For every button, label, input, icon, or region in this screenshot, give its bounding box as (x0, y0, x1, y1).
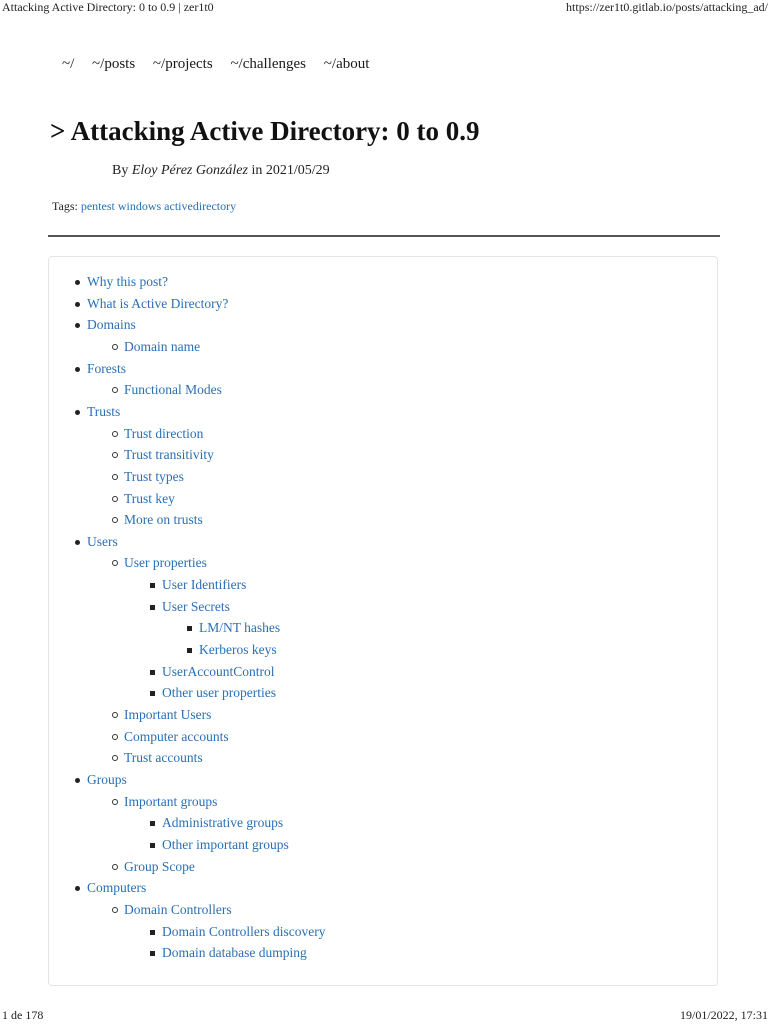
toc-link[interactable]: Administrative groups (162, 815, 284, 831)
toc-item (162, 663, 274, 681)
byline-author: Eloy Pérez González (131, 163, 248, 178)
toc-item (124, 858, 195, 876)
toc-link[interactable]: LM/NT hashes (199, 620, 281, 636)
toc-link[interactable]: Domain Controllers (124, 901, 232, 917)
toc-link[interactable]: Trust key (124, 490, 175, 506)
toc-bullet-icon (112, 496, 118, 502)
toc-link[interactable]: Domain Controllers discovery (162, 923, 326, 939)
toc-item (199, 641, 277, 659)
toc-item (162, 944, 307, 962)
tag-link[interactable]: activedirectory (164, 199, 237, 213)
nav-link-posts[interactable]: ~/posts (92, 56, 136, 72)
toc-item (124, 901, 232, 919)
toc-item (124, 490, 175, 508)
nav-link-challenges[interactable]: ~/challenges (230, 56, 307, 72)
toc-bullet-icon (150, 821, 155, 826)
toc-link[interactable]: Trust accounts (124, 750, 203, 766)
toc-item (199, 619, 280, 637)
toc-bullet-icon (150, 951, 155, 956)
tag-link[interactable]: pentest (80, 199, 115, 213)
toc-bullet-icon (75, 540, 80, 545)
toc-item (124, 446, 214, 464)
toc-link[interactable]: Domains (87, 317, 136, 333)
toc-link[interactable]: Why this post? (87, 274, 168, 289)
toc-link[interactable]: Trust types (124, 468, 184, 484)
toc-link[interactable]: Computer accounts (124, 728, 229, 744)
toc-item (87, 295, 228, 313)
toc-link[interactable]: Important Users (124, 707, 212, 722)
top-nav (62, 56, 383, 73)
toc-item (124, 381, 222, 399)
toc-item (162, 576, 246, 594)
print-footer-datetime: 19/01/2022, 17:31 (679, 1008, 768, 1022)
toc-item (124, 728, 229, 746)
toc-link[interactable]: Kerberos keys (199, 642, 277, 658)
toc-bullet-icon (75, 410, 80, 415)
byline-by: By (112, 163, 129, 178)
byline (112, 163, 330, 179)
table-of-contents (48, 256, 718, 986)
toc-bullet-icon (75, 886, 80, 891)
toc-bullet-icon (150, 691, 155, 696)
toc-link[interactable]: Domain database dumping (162, 945, 307, 961)
nav-link-about[interactable]: ~/about (323, 56, 370, 72)
toc-bullet-icon (112, 734, 118, 740)
toc-bullet-icon (150, 583, 155, 588)
toc-link[interactable]: Trust direction (124, 425, 204, 441)
header-divider (48, 235, 720, 237)
toc-bullet-icon (112, 344, 118, 350)
toc-item (87, 533, 118, 551)
toc-bullet-icon (187, 626, 192, 631)
toc-item (124, 425, 203, 443)
print-header-url: https://zer1t0.gitlab.io/posts/attacking_ad/ (566, 0, 768, 14)
toc-link[interactable]: Important groups (124, 793, 218, 809)
toc-link[interactable]: Group Scope (124, 858, 195, 874)
toc-bullet-icon (150, 605, 155, 610)
toc-item (87, 879, 146, 897)
toc-link[interactable]: More on trusts (124, 512, 203, 528)
toc-bullet-icon (75, 367, 80, 372)
toc-bullet-icon (112, 387, 118, 393)
toc-bullet-icon (112, 452, 118, 458)
print-footer-page: 1 de 178 (2, 1008, 44, 1022)
toc-item (162, 814, 283, 832)
toc-item (87, 360, 126, 378)
nav-link-projects[interactable]: ~/projects (152, 56, 213, 72)
toc-item (124, 749, 203, 767)
toc-item (87, 403, 120, 421)
toc-bullet-icon (150, 843, 155, 848)
toc-bullet-icon (75, 778, 80, 783)
page-title: > Attacking Active Directory: 0 to 0.9 (50, 116, 480, 146)
toc-bullet-icon (112, 907, 118, 913)
toc-bullet-icon (112, 517, 118, 523)
toc-bullet-icon (75, 323, 80, 328)
toc-bullet-icon (112, 799, 118, 805)
tags (52, 199, 236, 214)
toc-item (87, 771, 127, 789)
toc-link[interactable]: Other important groups (162, 836, 289, 852)
toc-item (87, 273, 168, 291)
toc-item (124, 511, 203, 529)
toc-item (124, 468, 184, 486)
toc-item (162, 684, 276, 702)
toc-bullet-icon (112, 755, 118, 761)
toc-link[interactable]: Trust transitivity (124, 447, 214, 463)
byline-date: 2021/05/29 (265, 163, 330, 178)
toc-bullet-icon (112, 712, 118, 718)
toc-item (87, 316, 136, 334)
print-header-title: Attacking Active Directory: 0 to 0.9 | zer1t0 (2, 0, 214, 14)
toc-bullet-icon (75, 302, 80, 307)
toc-link[interactable]: User Secrets (162, 598, 230, 614)
toc-link[interactable]: Trusts (87, 403, 121, 419)
toc-item (162, 923, 325, 941)
toc-bullet-icon (112, 560, 118, 566)
toc-bullet-icon (112, 474, 118, 480)
toc-item (162, 836, 289, 854)
toc-link[interactable]: Other user properties (162, 685, 276, 701)
toc-link[interactable]: Domain name (124, 338, 201, 354)
toc-link[interactable]: UserAccountControl (162, 663, 275, 679)
toc-link[interactable]: Users (87, 533, 118, 549)
byline-in: in (251, 163, 263, 178)
toc-item (124, 793, 217, 811)
tag-link[interactable]: windows (117, 199, 162, 213)
toc-link[interactable]: Computers (87, 880, 147, 896)
toc-item (124, 338, 200, 356)
toc-link[interactable]: User properties (124, 555, 207, 571)
nav-link-home[interactable]: ~/ (62, 56, 75, 72)
toc-bullet-icon (187, 648, 192, 653)
toc-item (124, 554, 207, 572)
toc-item (162, 598, 230, 616)
toc-link[interactable]: What is Active Directory? (87, 295, 229, 311)
toc-bullet-icon (150, 670, 155, 675)
tags-label: Tags: (52, 199, 78, 213)
toc-link[interactable]: Groups (87, 771, 127, 787)
toc-bullet-icon (112, 864, 118, 870)
toc-bullet-icon (112, 431, 118, 437)
toc-link[interactable]: Forests (87, 360, 127, 376)
toc-link[interactable]: User Identifiers (162, 577, 247, 593)
toc-link[interactable]: Functional Modes (124, 382, 222, 398)
toc-item (124, 706, 211, 724)
toc-bullet-icon (75, 280, 80, 285)
toc-bullet-icon (150, 930, 155, 935)
